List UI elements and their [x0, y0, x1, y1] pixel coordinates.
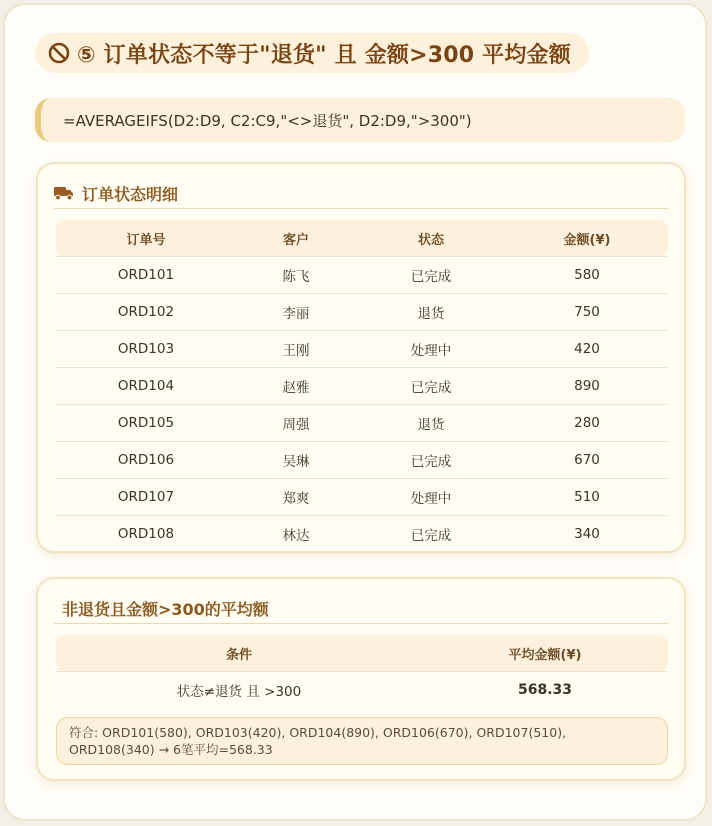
table-row: [56, 516, 668, 553]
cell-amount: 580: [506, 257, 668, 294]
table-row: [56, 294, 668, 331]
orders-panel: [36, 162, 686, 553]
column-header-status: 状态: [356, 220, 506, 257]
cell-customer: 吴琳: [236, 442, 356, 479]
cell-status: 处理中: [356, 479, 506, 516]
page-title: [35, 33, 589, 73]
cell-customer: 李丽: [236, 294, 356, 331]
result-panel-title: 非退货且金额>300的平均额: [62, 599, 269, 619]
cell-status: 已完成: [356, 442, 506, 479]
table-row: [56, 331, 668, 368]
orders-panel-header: [54, 178, 668, 209]
cell-customer: 赵雅: [236, 368, 356, 405]
formula-bar: [35, 98, 685, 142]
column-header-average: 平均金额(¥): [422, 635, 668, 672]
result-panel: [36, 577, 686, 781]
cell-amount: 280: [506, 405, 668, 442]
cell-customer: 林达: [236, 516, 356, 553]
column-header-customer: 客户: [236, 220, 356, 257]
cell-order-id: ORD105: [56, 405, 236, 442]
cell-status: 已完成: [356, 257, 506, 294]
cell-status: 已完成: [356, 368, 506, 405]
cell-customer: 陈飞: [236, 257, 356, 294]
cell-customer: 郑爽: [236, 479, 356, 516]
cell-status: 处理中: [356, 331, 506, 368]
formula-text: =AVERAGEIFS(D2:D9, C2:C9,"<>退货", D2:D9,">300"): [63, 111, 472, 130]
result-panel-header: [54, 593, 668, 624]
cell-average-value: 568.33: [422, 672, 668, 709]
table-row: [56, 672, 668, 709]
column-header-order-id: 订单号: [56, 220, 236, 257]
cell-amount: 420: [506, 331, 668, 368]
cell-order-id: ORD108: [56, 516, 236, 553]
table-row: [56, 405, 668, 442]
column-header-amount: 金额(¥): [506, 220, 668, 257]
main-card: [3, 3, 707, 821]
cell-order-id: ORD106: [56, 442, 236, 479]
truck-icon: [54, 185, 74, 201]
cell-amount: 670: [506, 442, 668, 479]
cell-order-id: ORD103: [56, 331, 236, 368]
cell-customer: 周强: [236, 405, 356, 442]
table-row: [56, 442, 668, 479]
table-row: [56, 257, 668, 294]
cell-amount: 890: [506, 368, 668, 405]
orders-table-header: [56, 220, 668, 257]
column-header-condition: 条件: [56, 635, 422, 672]
table-row: [56, 479, 668, 516]
table-row: [56, 368, 668, 405]
cell-order-id: ORD107: [56, 479, 236, 516]
result-table: [56, 635, 668, 708]
cell-amount: 340: [506, 516, 668, 553]
cell-status: 已完成: [356, 516, 506, 553]
page-title-text: ⑤ 订单状态不等于"退货" 且 金额>300 平均金额: [77, 42, 571, 68]
cell-amount: 750: [506, 294, 668, 331]
cell-status: 退货: [356, 405, 506, 442]
no-entry-icon: [47, 41, 71, 65]
cell-amount: 510: [506, 479, 668, 516]
matching-orders-note: 符合: ORD101(580), ORD103(420), ORD104(890), ORD106(670), ORD107(510), ORD108(340) → 6笔平均=568.33: [56, 717, 668, 765]
cell-condition: 状态≠退货 且 >300: [56, 672, 422, 709]
orders-panel-title: 订单状态明细: [82, 184, 179, 204]
cell-order-id: ORD104: [56, 368, 236, 405]
cell-order-id: ORD101: [56, 257, 236, 294]
cell-customer: 王刚: [236, 331, 356, 368]
result-table-header: [56, 635, 668, 672]
cell-order-id: ORD102: [56, 294, 236, 331]
orders-table: [56, 220, 668, 552]
cell-status: 退货: [356, 294, 506, 331]
